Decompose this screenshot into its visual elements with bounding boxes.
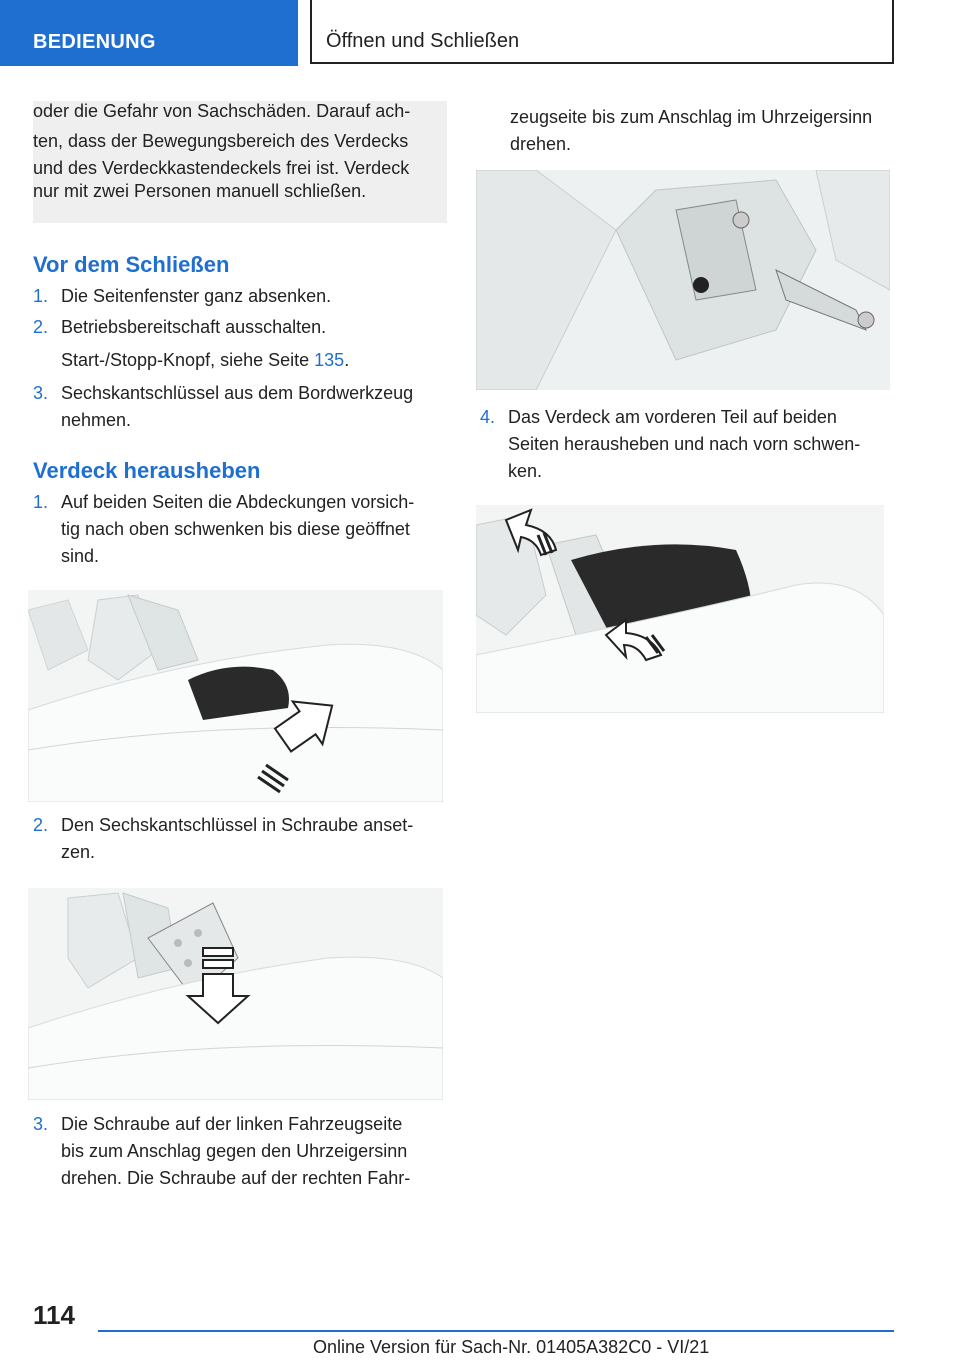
section-heading: Vor dem Schließen: [33, 252, 230, 277]
list-item: [33, 380, 453, 434]
list-item: [33, 1111, 453, 1192]
mechanism-drawing: [476, 170, 890, 390]
step-text: drehen. Die Schraube auf der rechten Fahr-: [61, 1168, 411, 1188]
step-text: Auf beiden Seiten die Abdeckungen vorsich-: [61, 492, 415, 512]
list-item: [33, 314, 453, 341]
step-text: tig nach oben schwenken bis diese geöffnet: [61, 519, 410, 539]
illustration-hex-key: [28, 888, 443, 1100]
continuation-line: drehen.: [510, 134, 572, 154]
reference-text: Start-/Stopp-Knopf, siehe Seite: [61, 350, 315, 370]
page-reference: [61, 347, 349, 374]
list-item: [33, 283, 453, 310]
illustration-mechanism: [476, 170, 890, 390]
step-text: Betriebsbereitschaft ausschalten.: [61, 317, 327, 337]
step-text: ken.: [508, 461, 543, 481]
list-item: [33, 489, 453, 570]
step-text: Das Verdeck am vorderen Teil auf beiden: [508, 407, 837, 427]
step-text: zen.: [61, 842, 96, 862]
section-tab: [0, 0, 298, 66]
illustration-cover-open: [28, 590, 443, 802]
reference-end: .: [344, 350, 350, 370]
section-heading: Verdeck herausheben: [33, 458, 261, 483]
step-text: Die Seitenfenster ganz absenken.: [61, 286, 332, 306]
continuation-line: zeugseite bis zum Anschlag im Uhrzeigersinn: [510, 107, 873, 127]
step-text: Sechskantschlüssel aus dem Bordwerkzeug: [61, 383, 414, 403]
step-text: bis zum Anschlag gegen den Uhrzeigersinn: [61, 1141, 408, 1161]
page-number: 114: [33, 1300, 75, 1330]
warning-line: ten, dass der Bewegungsbereich des Verdecks: [33, 131, 409, 151]
warning-line: oder die Gefahr von Sachschäden. Darauf ach-: [33, 101, 411, 121]
step-number: 2.: [33, 317, 49, 337]
hex-key-drawing: [28, 888, 443, 1100]
step-number: 4.: [480, 407, 496, 427]
illustration-lift-top: [476, 505, 884, 713]
step-number: 2.: [33, 815, 49, 835]
step-text: nehmen.: [61, 410, 132, 430]
page-title: Öffnen und Schließen: [326, 30, 520, 52]
warning-box: [33, 101, 447, 223]
footer-divider: [98, 1330, 894, 1332]
step-text: Den Sechskantschlüssel in Schraube anset-: [61, 815, 414, 835]
section-label: BEDIENUNG: [33, 31, 156, 53]
step-text: sind.: [61, 546, 100, 566]
lift-top-drawing: [476, 505, 884, 713]
step-number: 3.: [33, 1114, 49, 1134]
car-cover-drawing: [28, 590, 443, 802]
step-text: Die Schraube auf der linken Fahrzeugseite: [61, 1114, 403, 1134]
step-number: 1.: [33, 286, 49, 306]
page-link[interactable]: 135: [314, 350, 345, 370]
list-item: [480, 404, 900, 485]
footer-text: Online Version für Sach-Nr. 01405A382C0 - VI/21: [313, 1337, 710, 1357]
step-number: 1.: [33, 492, 49, 512]
warning-line: und des Verdeckkastendeckels frei ist. Verdeck: [33, 158, 410, 178]
warning-line: nur mit zwei Personen manuell schließen.: [33, 181, 367, 201]
step-text: Seiten herausheben und nach vorn schwen-: [508, 434, 861, 454]
list-item: [33, 812, 453, 866]
step-number: 3.: [33, 383, 49, 403]
